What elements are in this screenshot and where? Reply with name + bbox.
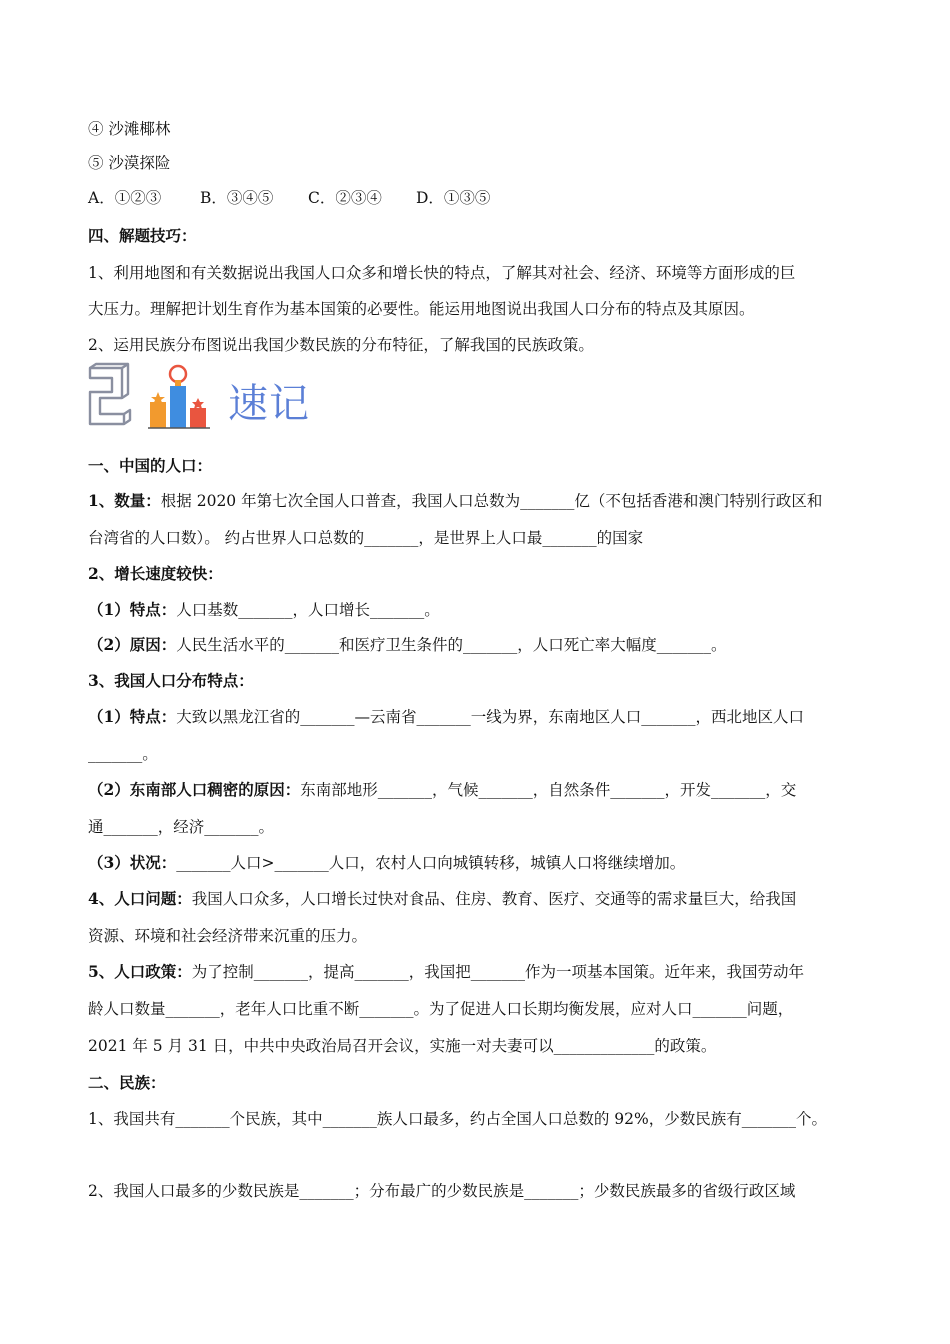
choice-a: A．①②③ [88, 189, 162, 207]
choice-b: B．③④⑤ [200, 189, 274, 207]
q2-1: （1）特点：人口基数_______，人口增长_______。 [88, 600, 440, 619]
section-4-title: 四、解题技巧： [88, 226, 197, 245]
section-1-title: 一、中国的人口： [88, 456, 213, 475]
q3-3: （3）状况：_______人口>_______人口，农村人口向城镇转移，城镇人口将继续增加。 [88, 853, 686, 872]
q5-line-3: 2021 年 5 月 31 日，中共中央政治局召开会议，实施一对夫妻可以_____________的政策。 [88, 1037, 717, 1055]
q3-1-line-1: （1）特点：大致以黑龙江省的_______—云南省_______一线为界，东南地区人口_______，西北地区人口 [88, 707, 805, 726]
q3-2-line-1: （2）东南部人口稠密的原因：东南部地形_______，气候_______，自然条件_______，开发_______，交 [88, 780, 797, 799]
ethnic-q1: 1、我国共有_______个民族，其中_______族人口最多，约占全国人口总数的 92%，少数民族有_______个。 [88, 1110, 827, 1128]
q1-line-1: 1、数量：根据 2020 年第七次全国人口普查，我国人口总数为_______亿（不包括香港和澳门特别行政区和 [88, 491, 823, 510]
option-item-5: ⑤ 沙漠探险 [88, 154, 171, 172]
q3-1-line-2: _______。 [88, 745, 158, 763]
speed-notes-label: 速记 [228, 381, 310, 427]
speed-notes-banner [86, 362, 316, 432]
choice-c: C．②③④ [308, 189, 382, 207]
choice-d: D．①③⑤ [416, 189, 491, 207]
tip-1-line-1: 1、利用地图和有关数据说出我国人口众多和增长快的特点，了解其对社会、经济、环境等方面形成的巨 [88, 264, 796, 282]
q5-line-1: 5、人口政策：为了控制_______，提高_______，我国把_______作为一项基本国策。近年来，我国劳动年 [88, 962, 805, 981]
q4-line-2: 资源、环境和社会经济带来沉重的压力。 [88, 927, 368, 945]
podium-trophy-icon [148, 362, 214, 430]
q4-line-1: 4、人口问题：我国人口众多，人口增长过快对食品、住房、教育、医疗、交通等的需求量巨大，给我国 [88, 889, 797, 908]
q1-line-2: 台湾省的人口数）。 约占世界人口总数的_______，是世界上人口最_______的国家 [88, 529, 644, 547]
answer-choices [88, 187, 490, 209]
option-item-4: ④ 沙滩椰林 [88, 120, 171, 138]
section-2-title: 二、民族： [88, 1073, 166, 1092]
q3-2-line-2: 通_______，经济_______。 [88, 818, 275, 836]
tip-2: 2、运用民族分布图说出我国少数民族的分布特征，了解我国的民族政策。 [88, 336, 594, 354]
q5-line-2: 龄人口数量_______，老年人口比重不断_______。为了促进人口长期均衡发展，应对人口_______问题， [88, 1000, 794, 1018]
q3-title: 3、我国人口分布特点： [88, 671, 254, 690]
q2-2: （2）原因：人民生活水平的_______和医疗卫生条件的_______，人口死亡率大幅度_______。 [88, 635, 727, 654]
tip-1-line-2: 大压力。理解把计划生育作为基本国策的必要性。能运用地图说出我国人口分布的特点及其原因。 [88, 300, 755, 318]
q2-title: 2、增长速度较快： [88, 564, 223, 583]
ethnic-q2: 2、我国人口最多的少数民族是_______；分布最广的少数民族是_______；少数民族最多的省级行政区域 [88, 1182, 796, 1200]
